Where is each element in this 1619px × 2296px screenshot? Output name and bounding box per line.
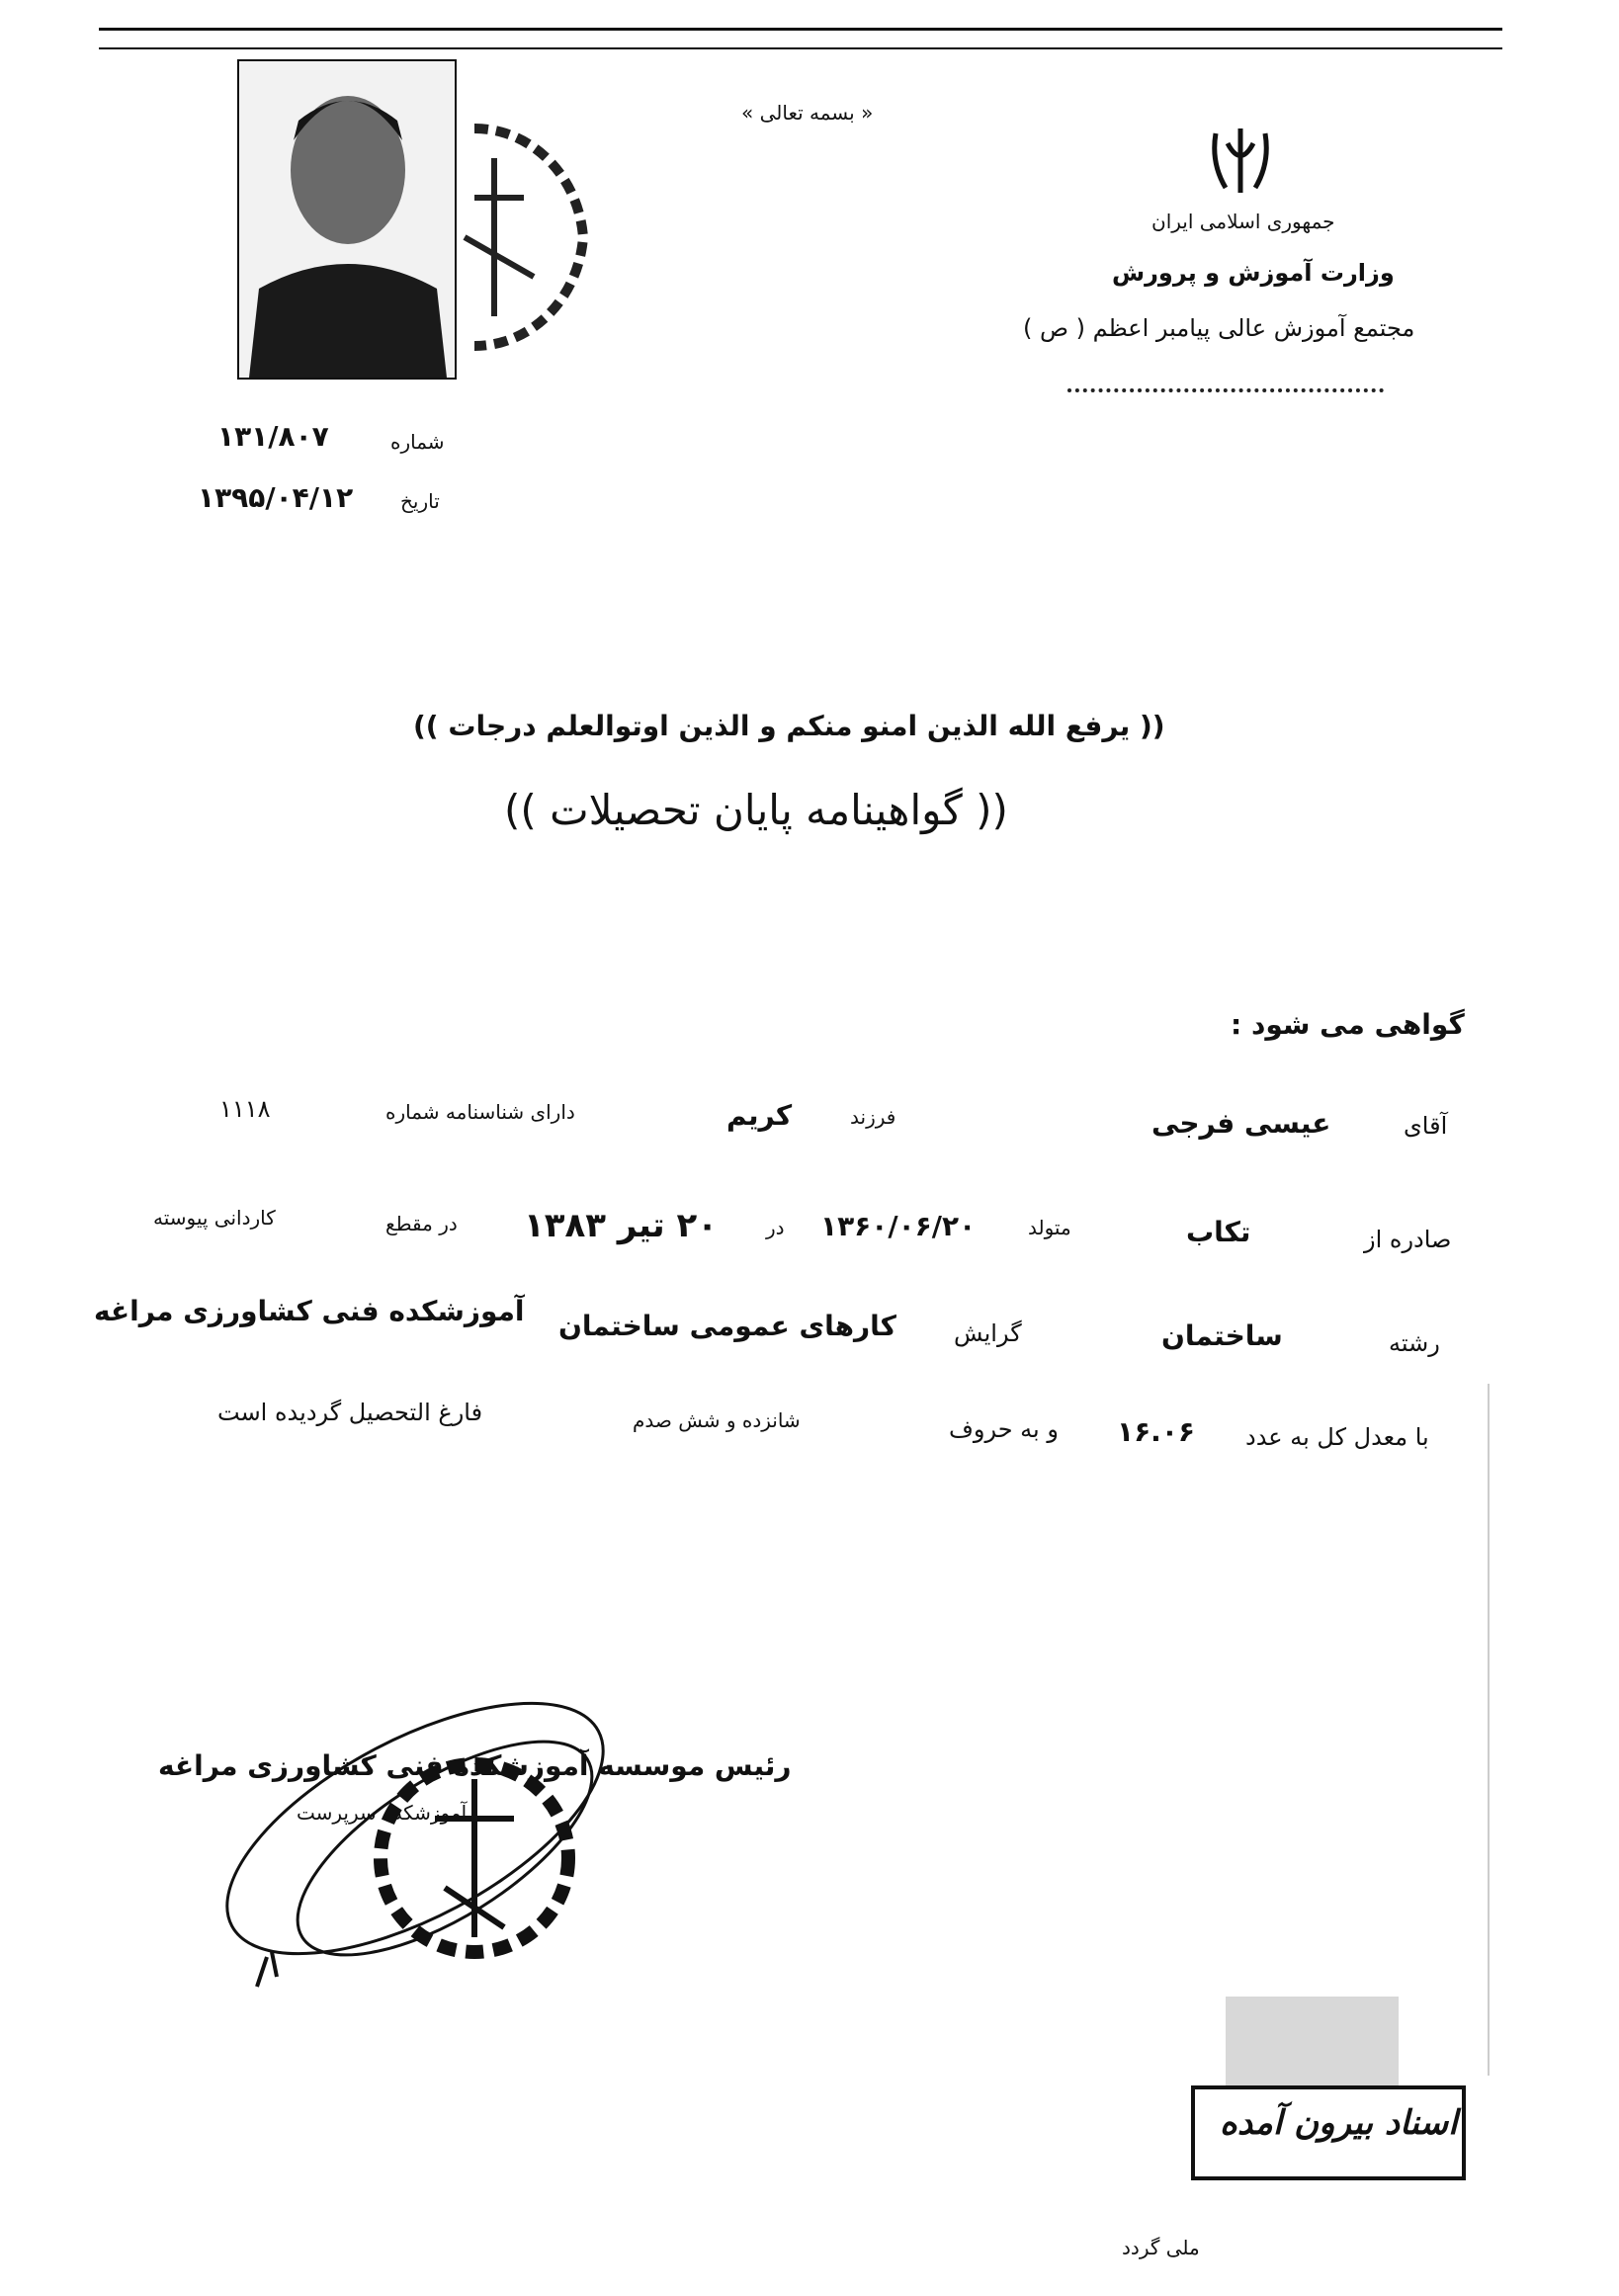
stamp-box (1191, 2085, 1466, 2180)
in-label: در (766, 1216, 785, 1239)
signatory-subtitle: آموزشکده سرپرست (297, 1801, 468, 1825)
iran-emblem-icon (1206, 124, 1275, 203)
gpa-label: با معدل کل به عدد (1245, 1423, 1429, 1451)
branch-label: گرایش (954, 1319, 1022, 1347)
ministry-name: وزارت آموزش و پرورش (1112, 259, 1395, 287)
date-value: ۱۳۹۵/۰۴/۱۲ (198, 481, 354, 514)
born-label: متولد (1028, 1216, 1071, 1239)
stamp-text: اسناد بیرون آمده (1220, 2103, 1458, 2143)
student-photo (237, 59, 457, 380)
certificate-title: (( گواهینامه پایان تحصیلات )) (504, 786, 1008, 834)
gpa-value: ۱۶.۰۶ (1117, 1415, 1195, 1448)
number-label: شماره (390, 430, 445, 454)
graduated-text: فارغ التحصیل گردیده است (217, 1399, 483, 1426)
father-name: کریم (726, 1099, 793, 1132)
school-seal-icon (435, 99, 613, 376)
date-label: تاریخ (400, 489, 440, 513)
basmala: « بسمه تعالی » (741, 101, 874, 125)
institution-name: مجتمع آموزش عالی پیامبر اعظم ( ص ) (1023, 314, 1415, 342)
intro-text: گواهی می شود : (1231, 1008, 1465, 1041)
issued-place: تکاب (1186, 1216, 1251, 1248)
born-date: ۱۳۶۰/۰۶/۲۰ (820, 1210, 977, 1242)
margin-line (1488, 1384, 1490, 2076)
stamp-footer: ملی گردد (1122, 2236, 1200, 2259)
grad-date: ۲۰ تیر ۱۳۸۳ (524, 1206, 719, 1245)
id-number: ۱۱۱۸ (219, 1095, 271, 1123)
field-value: ساختمان (1161, 1319, 1283, 1352)
child-label: فرزند (850, 1105, 896, 1129)
field-label: رشته (1389, 1329, 1440, 1357)
top-rule-2 (99, 47, 1502, 49)
dotted-separator (1067, 388, 1384, 392)
issued-label: صادره از (1364, 1226, 1452, 1253)
top-rule (99, 28, 1502, 31)
student-name: عیسی فرجی (1151, 1107, 1331, 1140)
level-label: در مقطع (385, 1212, 458, 1235)
school-name: آموزشکده فنی کشاورزی مراغه (94, 1295, 525, 1327)
number-value: ۱۳۱/۸۰۷ (217, 420, 329, 453)
level-value: کاردانی پیوسته (153, 1206, 276, 1230)
mr-label: آقای (1404, 1112, 1448, 1140)
verse: (( یرفع الله الذین امنو منکم و الذین اوتوالعلم درجات )) (413, 710, 1165, 742)
gpa-words: شانزده و شش صدم (633, 1408, 801, 1432)
id-label: دارای شناسنامه شماره (385, 1100, 575, 1124)
signatory-title: رئیس موسسه آموزشکده فنی کشاورزی مراغه (158, 1749, 792, 1782)
country-name: جمهوری اسلامی ایران (1151, 210, 1335, 233)
branch-value: کارهای عمومی ساختمان (558, 1310, 896, 1342)
round-seal-icon (366, 1740, 583, 1977)
words-label: و به حروف (949, 1415, 1059, 1443)
